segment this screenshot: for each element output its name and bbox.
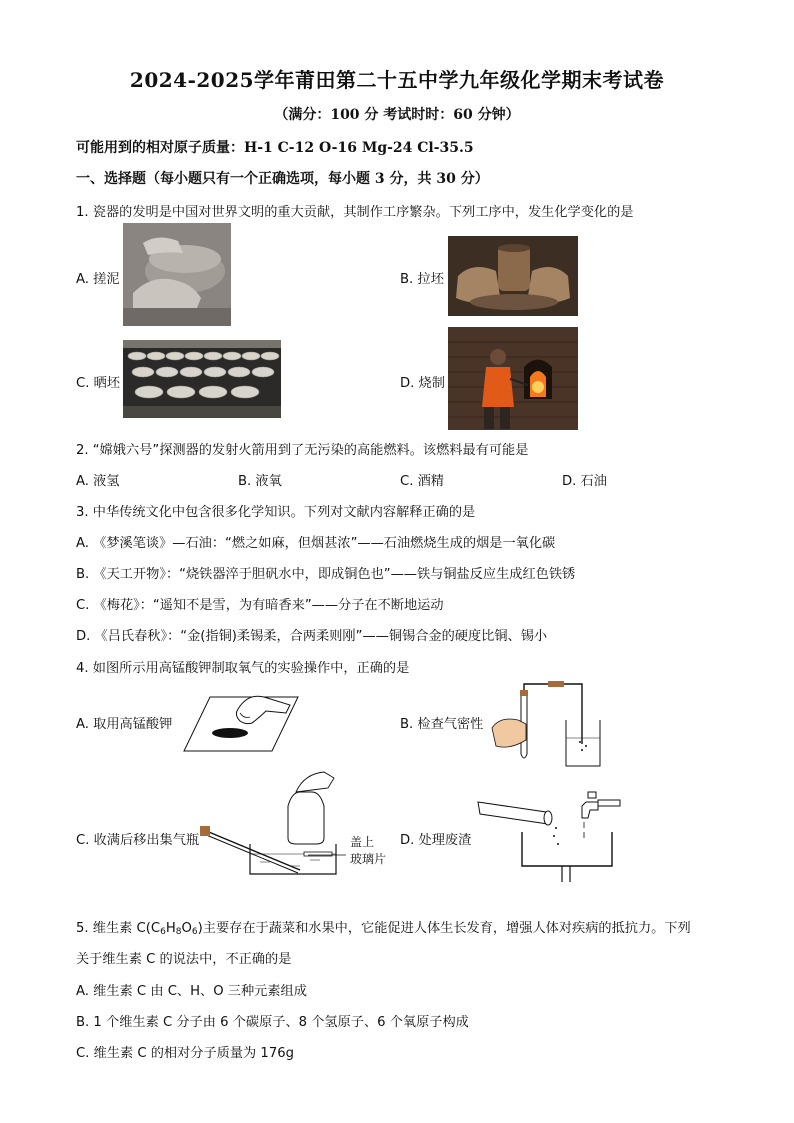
question-2-option-d[interactable]: D. 石油 xyxy=(562,474,607,489)
question-5-stem-line2: 关于维生素 C 的说法中，不正确的是 xyxy=(76,952,292,967)
section-title: 一、选择题（每小题只有一个正确选项，每小题 3 分，共 30 分） xyxy=(76,171,489,187)
label-pointer-line xyxy=(306,853,346,865)
question-4-option-c[interactable]: C. 收满后移出集气瓶 xyxy=(76,833,200,848)
q5-o: O xyxy=(181,921,192,936)
question-1-option-b[interactable]: B. 拉坯 xyxy=(400,272,444,287)
kneading-clay-photo xyxy=(123,223,231,326)
question-1-stem: 1. 瓷器的发明是中国对世界文明的重大贡献，其制作工序繁杂。下列工序中，发生化学变化的是 xyxy=(76,205,634,220)
q5-sub-c: 6 xyxy=(160,927,166,937)
question-2-option-b[interactable]: B. 液氧 xyxy=(238,474,282,489)
waste-disposal-diagram xyxy=(476,788,622,883)
kiln-firing-photo xyxy=(448,327,578,430)
atomic-masses: 可能用到的相对原子质量：H-1 C-12 O-16 Mg-24 Cl-35.5 xyxy=(76,140,474,156)
exam-info: （满分：100 分 考试时时：60 分钟） xyxy=(274,107,520,123)
taking-reagent-diagram xyxy=(182,683,300,755)
question-3-option-a[interactable]: A. 《梦溪笔谈》—石油：“燃之如麻，但烟甚浓”——石油燃烧生成的烟是一氧化碳 xyxy=(76,536,556,551)
question-4-option-d[interactable]: D. 处理废渣 xyxy=(400,833,472,848)
q5-text-end: )主要存在于蔬菜和水果中，它能促进人体生长发育，增强人体对疾病的抵抗力。下列 xyxy=(197,921,691,936)
question-3-stem: 3. 中华传统文化中包含很多化学知识。下列对文献内容解释正确的是 xyxy=(76,505,476,520)
question-3-option-c[interactable]: C. 《梅花》：“遥知不是雪，为有暗香来”——分子在不断地运动 xyxy=(76,598,444,613)
throwing-pottery-photo xyxy=(448,236,578,316)
figure-label-glass: 玻璃片 xyxy=(350,852,387,866)
q5-sub-o: 6 xyxy=(191,927,198,937)
question-4-option-a[interactable]: A. 取用高锰酸钾 xyxy=(76,717,173,732)
question-1-option-c[interactable]: C. 晒坯 xyxy=(76,376,120,391)
question-5-stem-line1 xyxy=(76,917,691,937)
drying-bowls-photo xyxy=(123,340,281,418)
question-2-option-a[interactable]: A. 液氢 xyxy=(76,474,120,489)
question-1-option-a[interactable]: A. 搓泥 xyxy=(76,272,120,287)
question-4-stem: 4. 如图所示用高锰酸钾制取氧气的实验操作中，正确的是 xyxy=(76,661,410,676)
figure-label-cover: 盖上 xyxy=(350,835,375,849)
q5-text-start: 5. 维生素 C(C xyxy=(76,921,161,936)
airtightness-check-diagram xyxy=(490,680,608,770)
question-2-option-c[interactable]: C. 酒精 xyxy=(400,474,444,489)
question-5-option-b[interactable]: B. 1 个维生素 C 分子由 6 个碳原子、8 个氢原子、6 个氧原子构成 xyxy=(76,1015,469,1030)
question-4-option-b[interactable]: B. 检查气密性 xyxy=(400,717,484,732)
question-1-option-d[interactable]: D. 烧制 xyxy=(400,376,445,391)
question-3-option-b[interactable]: B. 《天工开物》：“烧铁器淬于胆矾水中，即成铜色也”——铁与铜盐反应生成红色铁锈 xyxy=(76,567,576,582)
page-title: 2024-2025学年莆田第二十五中学九年级化学期末考试卷 xyxy=(129,68,665,92)
question-5-option-c[interactable]: C. 维生素 C 的相对分子质量为 176g xyxy=(76,1046,294,1061)
question-2-stem: 2. “嫦娥六号”探测器的发射火箭用到了无污染的高能燃料。该燃料最有可能是 xyxy=(76,443,529,458)
q5-sub-h: 8 xyxy=(175,927,182,937)
question-3-option-d[interactable]: D. 《吕氏春秋》：“金(指铜)柔锡柔，合两柔则刚”——铜锡合金的硬度比铜、锡小 xyxy=(76,629,548,644)
question-5-option-a[interactable]: A. 维生素 C 由 C、H、O 三种元素组成 xyxy=(76,984,307,999)
q5-h: H xyxy=(165,921,176,936)
